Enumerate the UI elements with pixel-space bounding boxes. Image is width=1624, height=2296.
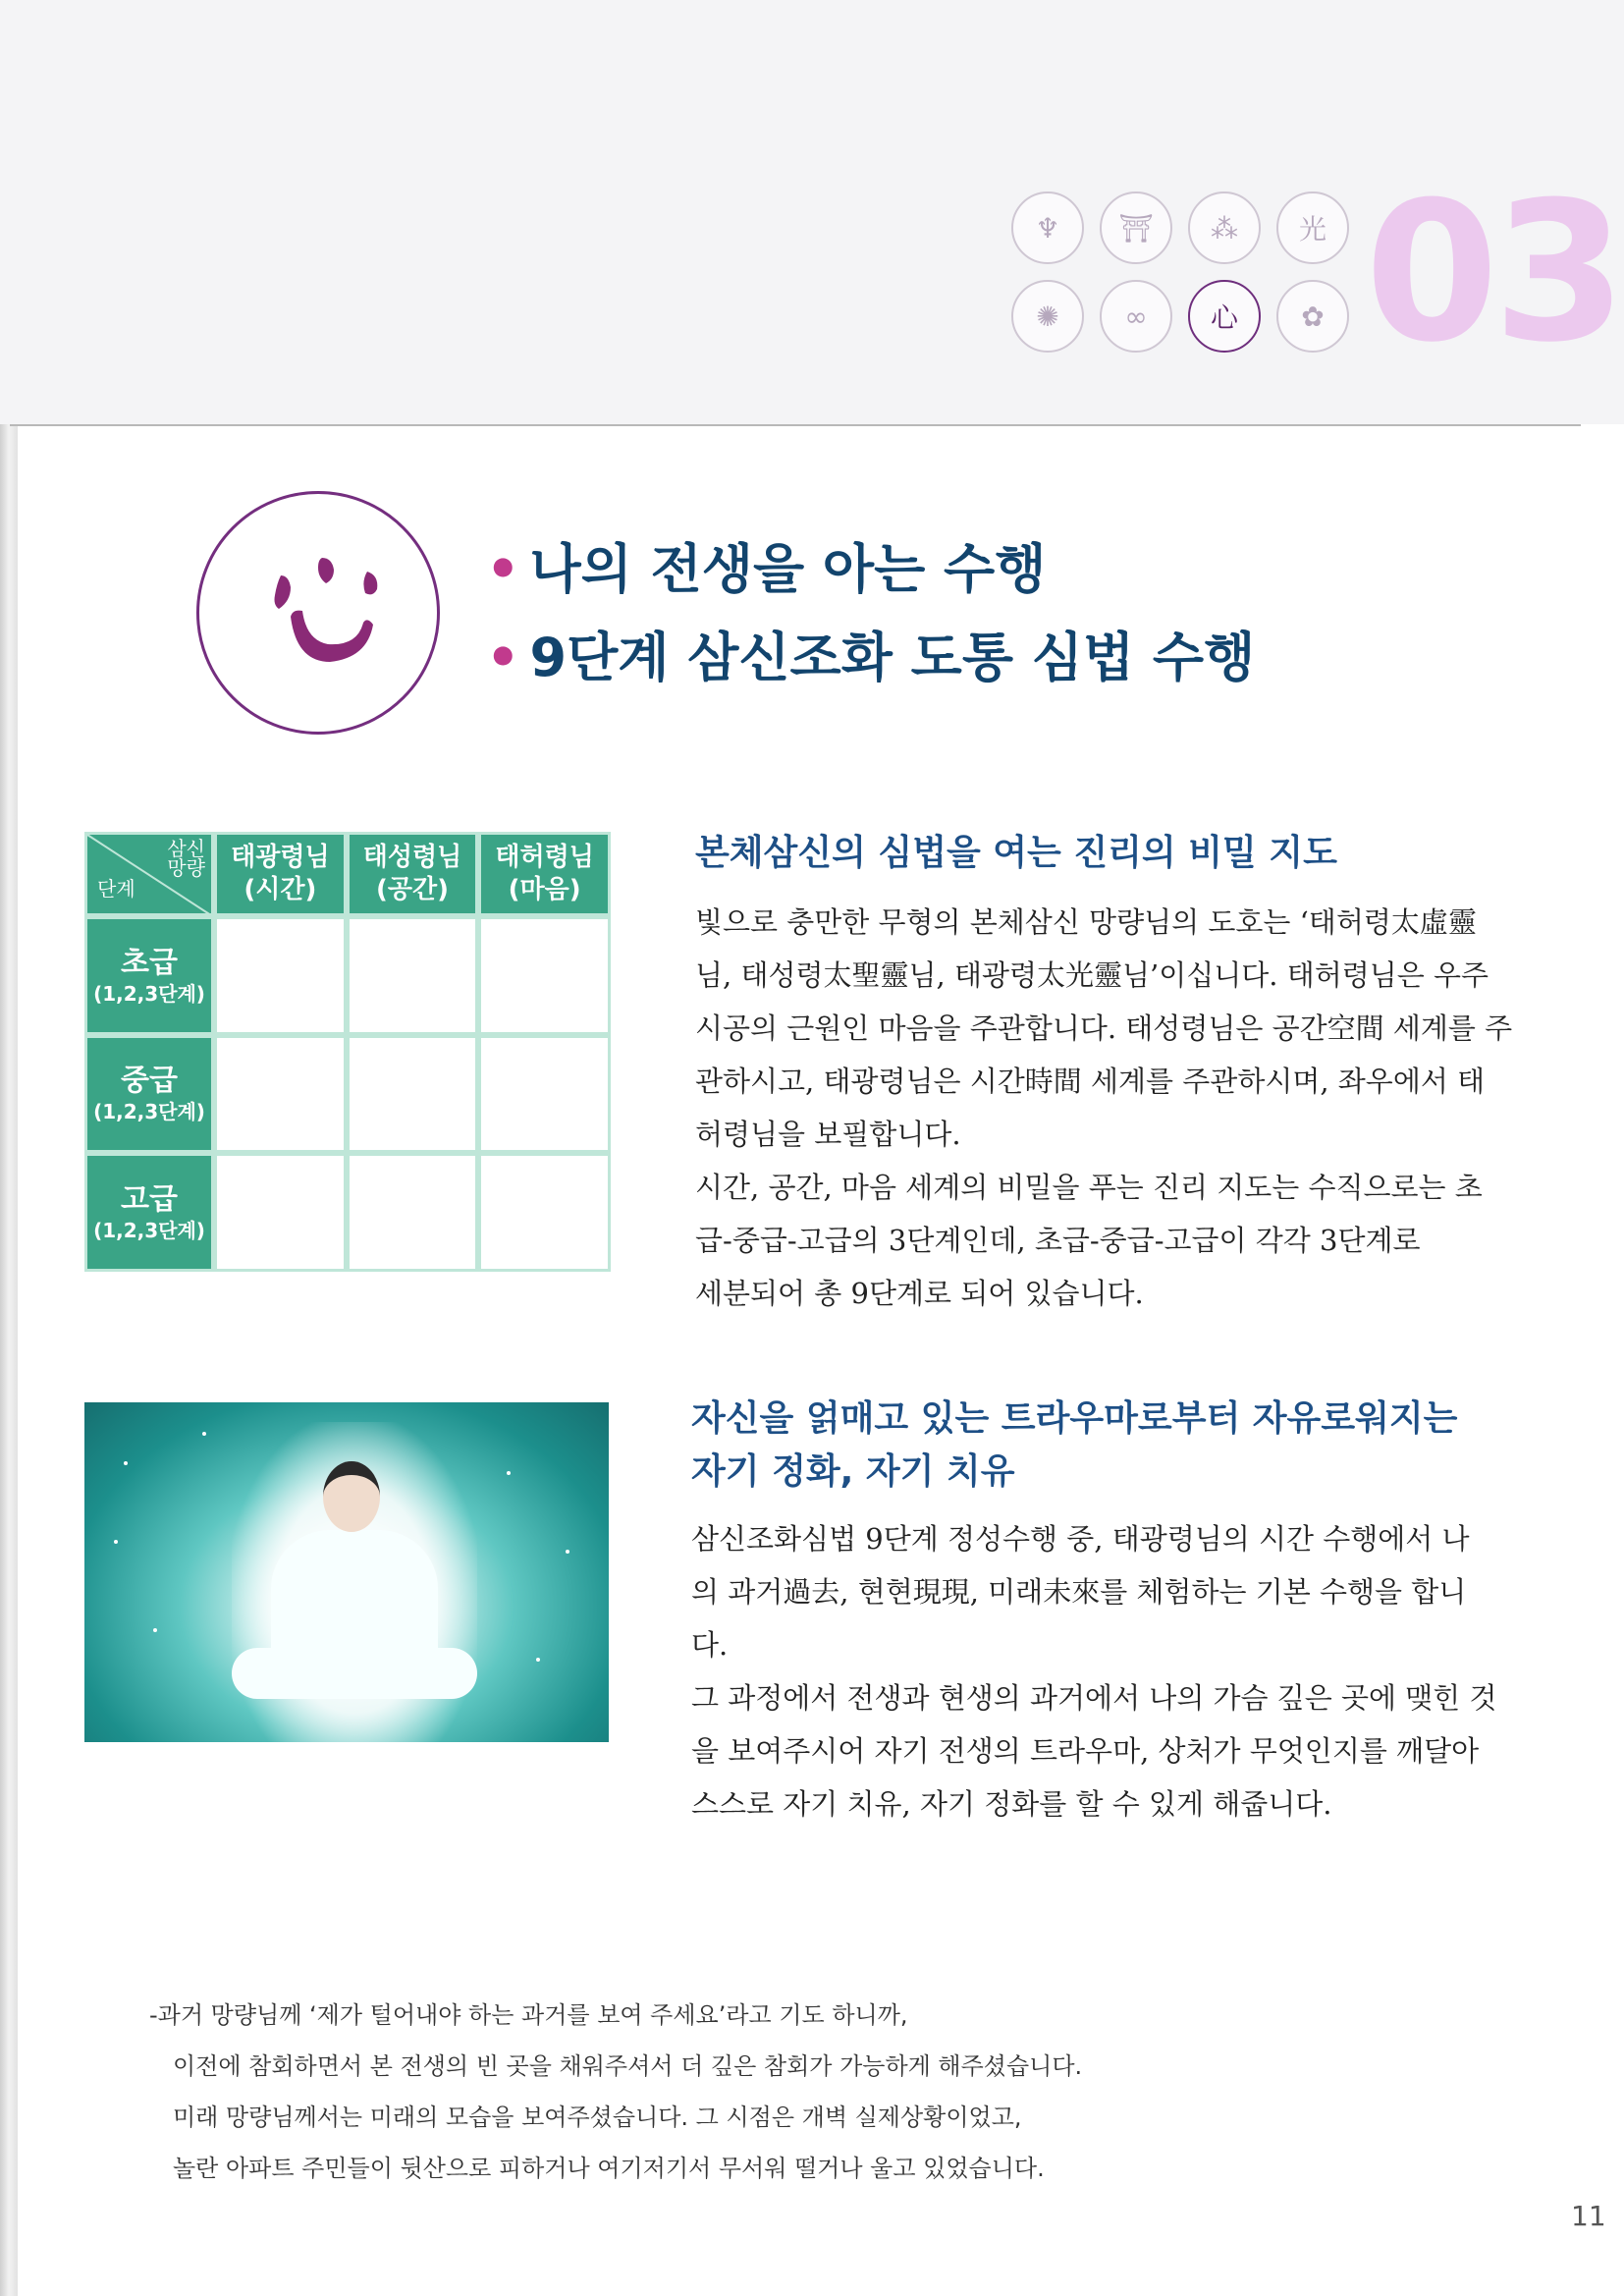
column-name: 태허령님 bbox=[495, 843, 594, 873]
row-header-advanced bbox=[84, 1153, 214, 1272]
body-line: 다. bbox=[691, 1628, 729, 1662]
constellation-icon: ⁂ bbox=[1188, 191, 1261, 264]
row-header-beginner bbox=[84, 916, 214, 1035]
meditator-legs bbox=[232, 1648, 477, 1699]
grade-map-table bbox=[84, 832, 611, 1272]
bullet-dot: • bbox=[486, 627, 520, 688]
table-cell bbox=[214, 916, 347, 1035]
body-line: 을 보여주시어 자기 전생의 트라우마, 상처가 무엇인지를 깨달아 bbox=[691, 1734, 1480, 1768]
column-header-time bbox=[214, 832, 347, 916]
column-header-mind bbox=[478, 832, 611, 916]
body-line: 시공의 근원인 마음을 주관합니다. 태성령님은 공간空間 세계를 주 bbox=[695, 1011, 1513, 1045]
page-number: 11 bbox=[1571, 2200, 1606, 2232]
body-line: 빛으로 충만한 무형의 본체삼신 망량님의 도호는 ‘태허령太虛靈 bbox=[695, 905, 1477, 939]
quote-line: 놀란 아파트 주민들이 뒷산으로 피하거나 여기저기서 무서워 떨거나 울고 있었습니다. bbox=[173, 2155, 1045, 2182]
testimony-quote bbox=[149, 1990, 1082, 2194]
heart-char-icon: 心 bbox=[1188, 280, 1261, 353]
body-line: 삼신조화심법 9단계 정성수행 중, 태광령님의 시간 수행에서 나 bbox=[691, 1522, 1470, 1556]
table-cell bbox=[478, 1035, 611, 1154]
section2-title-line: 자신을 얽매고 있는 트라우마로부터 자유로워지는 bbox=[691, 1398, 1458, 1439]
table-cell bbox=[347, 1153, 479, 1272]
table-cell bbox=[214, 1153, 347, 1272]
quote-line: 미래 망량님께서는 미래의 모습을 보여주셨습니다. 그 시점은 개벽 실제상황이었고, bbox=[173, 2104, 1022, 2131]
column-sub: (공간) bbox=[375, 875, 449, 905]
row-header-intermediate bbox=[84, 1035, 214, 1154]
section1-body bbox=[695, 896, 1559, 1320]
heart-brush-glyph bbox=[220, 515, 416, 711]
row-level: 중급 bbox=[121, 1064, 178, 1099]
heart-emblem-icon bbox=[196, 491, 440, 735]
heading-text: 9단계 삼신조화 도통 심법 수행 bbox=[529, 627, 1256, 688]
table-corner-header bbox=[84, 832, 214, 916]
table-row bbox=[84, 1153, 611, 1272]
corner-top-label: 삼신 망량 bbox=[167, 837, 205, 880]
table-row bbox=[84, 916, 611, 1035]
column-header-space bbox=[347, 832, 479, 916]
vajra-icon: ♆ bbox=[1011, 191, 1084, 264]
meditation-photo bbox=[84, 1402, 609, 1742]
row-level: 초급 bbox=[121, 945, 178, 980]
light-char-icon: 光 bbox=[1276, 191, 1349, 264]
quote-line: 이전에 참회하면서 본 전생의 빈 곳을 채워주셔서 더 깊은 참회가 가능하게 해주셨습니다. bbox=[173, 2052, 1083, 2080]
table-cell bbox=[478, 1153, 611, 1272]
heading-item bbox=[486, 525, 1255, 614]
column-sub: (마음) bbox=[508, 875, 581, 905]
bullet-dot: • bbox=[486, 538, 520, 600]
row-sub: (1,2,3단계) bbox=[93, 1218, 205, 1242]
quote-line: -과거 망량님께 ‘제가 털어내야 하는 과거를 보여 주세요’라고 기도 하니까, bbox=[149, 2001, 908, 2029]
body-line: 허령님을 보필합니다. bbox=[695, 1118, 961, 1151]
body-line: 관하시고, 태광령님은 시간時間 세계를 주관하시며, 좌우에서 태 bbox=[695, 1065, 1486, 1098]
body-line: 급-중급-고급의 3단계인데, 초급-중급-고급이 각각 3단계로 bbox=[695, 1224, 1421, 1257]
table-cell bbox=[347, 1035, 479, 1154]
lotus-icon: ✿ bbox=[1276, 280, 1349, 353]
symbol-icon-grid bbox=[1011, 191, 1350, 358]
header-divider bbox=[10, 424, 1581, 426]
section2-title bbox=[691, 1393, 1457, 1499]
corner-bottom-label: 단계 bbox=[97, 877, 135, 902]
buddha-icon: ⛩ bbox=[1100, 191, 1172, 264]
table-row bbox=[84, 1035, 611, 1154]
chapter-headings bbox=[486, 525, 1255, 702]
section1-title: 본체삼신의 심법을 여는 진리의 비밀 지도 bbox=[695, 833, 1337, 873]
body-line: 세분되어 총 9단계로 되어 있습니다. bbox=[695, 1277, 1144, 1310]
body-line: 의 과거過去, 현현現現, 미래未來를 체험하는 기본 수행을 합니 bbox=[691, 1575, 1467, 1609]
table-cell bbox=[478, 916, 611, 1035]
row-sub: (1,2,3단계) bbox=[93, 981, 205, 1006]
table-cell bbox=[214, 1035, 347, 1154]
body-line: 시간, 공간, 마음 세계의 비밀을 푸는 진리 지도는 수직으로는 초 bbox=[695, 1171, 1483, 1204]
row-sub: (1,2,3단계) bbox=[93, 1100, 205, 1124]
body-line: 스스로 자기 치유, 자기 정화를 할 수 있게 해줍니다. bbox=[691, 1787, 1332, 1821]
body-line: 그 과정에서 전생과 현생의 과거에서 나의 가슴 깊은 곳에 맺힌 것 bbox=[691, 1681, 1497, 1715]
body-line: 님, 태성령太聖靈님, 태광령太光靈님’이십니다. 태허령님은 우주 bbox=[695, 958, 1489, 992]
heading-item bbox=[486, 614, 1255, 702]
column-sub: (시간) bbox=[244, 875, 317, 905]
bead-icon: ∞ bbox=[1100, 280, 1172, 353]
column-name: 태성령님 bbox=[362, 843, 462, 873]
chapter-number: 03 bbox=[1365, 161, 1621, 385]
flame-wheel-icon: ✺ bbox=[1011, 280, 1084, 353]
section2-body bbox=[691, 1512, 1559, 1831]
column-name: 태광령님 bbox=[231, 843, 330, 873]
row-level: 고급 bbox=[121, 1181, 178, 1217]
table-cell bbox=[347, 916, 479, 1035]
heading-text: 나의 전생을 아는 수행 bbox=[529, 538, 1047, 600]
section2-title-line: 자기 정화, 자기 치유 bbox=[691, 1451, 1015, 1492]
meditator-head bbox=[323, 1461, 380, 1532]
